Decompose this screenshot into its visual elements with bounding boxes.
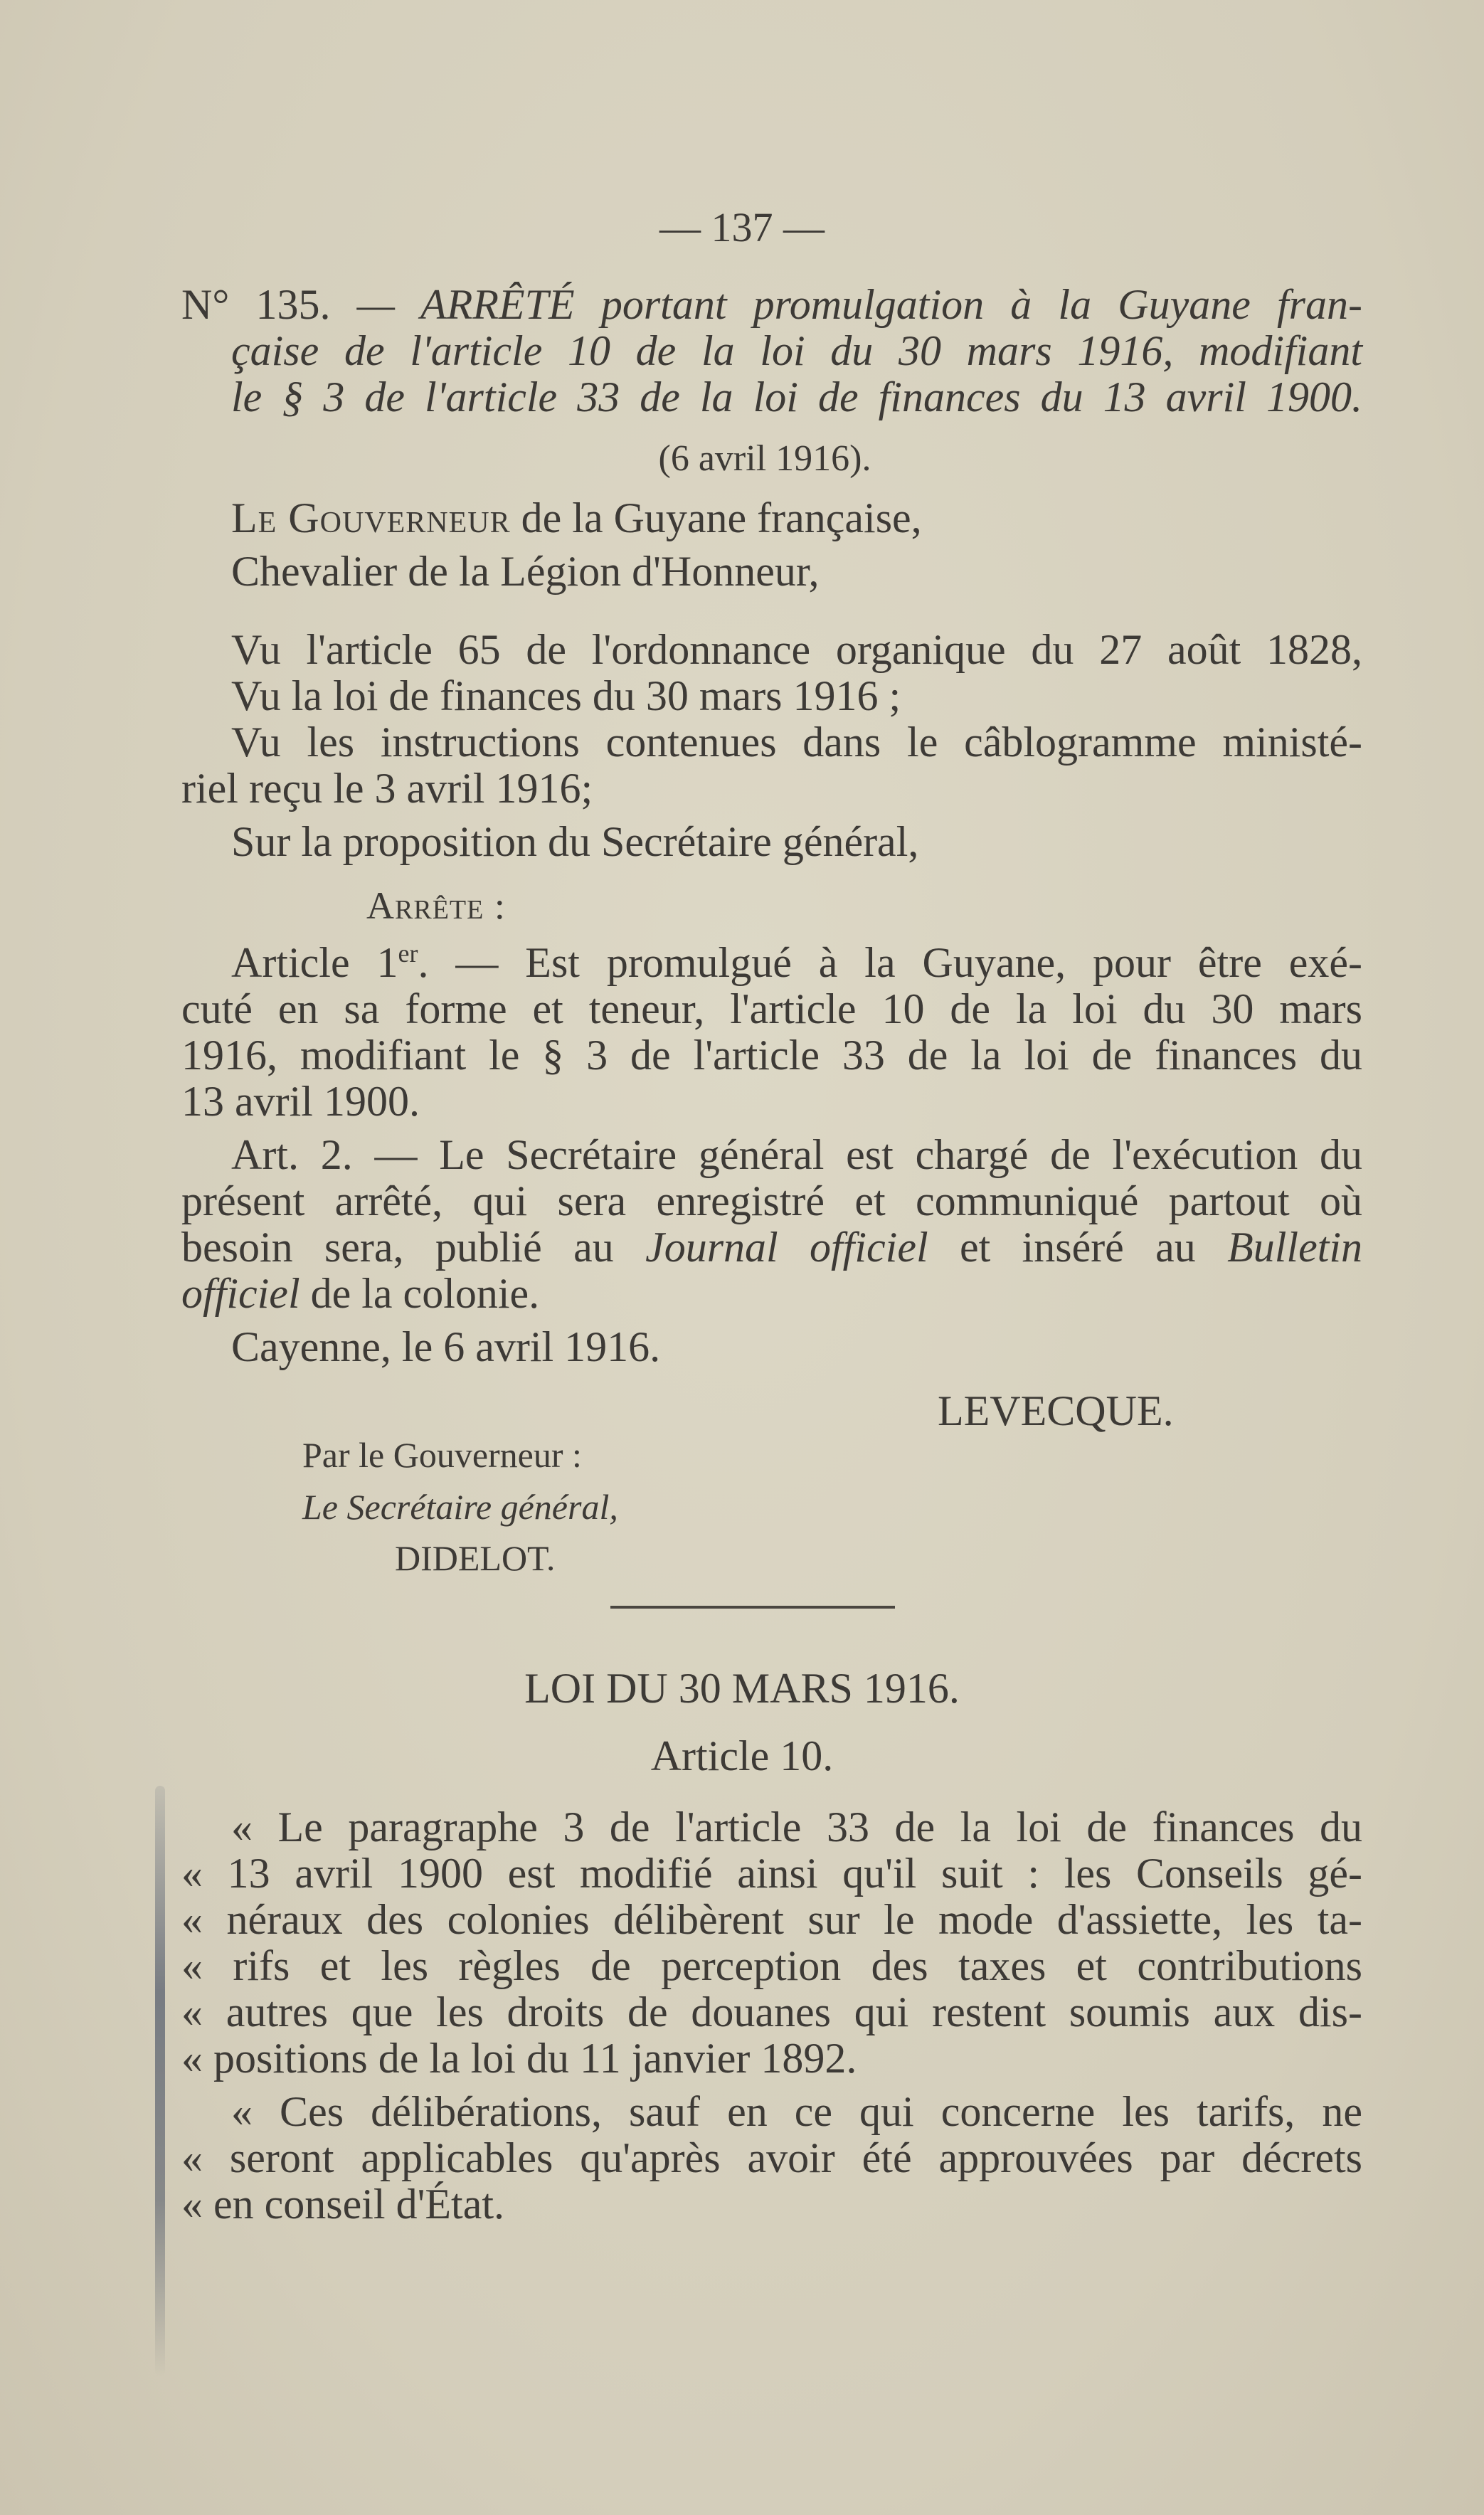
article1-line-2: cuté en sa forme et teneur, l'article 10 de la loi du 30 mars <box>181 985 1362 1032</box>
loi-p1-line-5: « autres que les droits de douanes qui restent soumis aux dis- <box>181 1989 1362 2035</box>
loi-p1-line-1: « Le paragraphe 3 de l'article 33 de la loi de finances du <box>231 1804 1362 1850</box>
decree-heading-line-1 <box>181 280 1362 329</box>
vu-line-4: riel reçu le 3 avril 1916; <box>181 765 593 812</box>
decree-heading-text-1: — ARRÊTÉ portant promulgation à la Guyane fran- <box>356 281 1362 328</box>
section-divider <box>610 1606 895 1609</box>
chevalier-line: Chevalier de la Légion d'Honneur, <box>231 548 820 595</box>
article2-text-c: de la colonie. <box>310 1270 540 1317</box>
journal-officiel-title: Journal officiel <box>645 1224 928 1271</box>
article1-line-4: 13 avril 1900. <box>181 1078 420 1125</box>
article2-line-2: présent arrêté, qui sera enregistré et communiqué partout où <box>181 1177 1362 1224</box>
loi-p2-line-1: « Ces délibérations, sauf en ce qui concerne les tarifs, ne <box>231 2088 1362 2135</box>
governor-title: Le Gouverneur <box>231 494 511 541</box>
countersign-par: Par le Gouverneur : <box>302 1435 582 1475</box>
decree-heading-line-2: çaise de l'article 10 de la loi du 30 mars 1916, modifiant <box>231 327 1362 374</box>
decree-heading-line-3: le § 3 de l'article 33 de la loi de finances du 13 avril 1900. <box>231 374 1362 420</box>
article2-line-3 <box>181 1222 1362 1272</box>
loi-title: LOI DU 30 MARS 1916. <box>524 1665 960 1712</box>
article1-sup: er <box>398 939 418 968</box>
decree-date: (6 avril 1916). <box>658 438 871 479</box>
article1-line-3: 1916, modifiant le § 3 de l'article 33 de la loi de finances du <box>181 1032 1362 1079</box>
article1-line-1 <box>231 938 1362 988</box>
loi-p1-line-6: « positions de la loi du 11 janvier 1892. <box>181 2035 857 2082</box>
article2-line-1: Art. 2. — Le Secrétaire général est chargé de l'exécution du <box>231 1131 1362 1178</box>
article2-line-4 <box>181 1269 539 1318</box>
decree-number: N° 135. <box>181 281 331 328</box>
article2-text-b: et inséré au <box>959 1224 1196 1271</box>
countersign-title: Le Secrétaire général, <box>302 1487 618 1527</box>
loi-p1-line-3: « néraux des colonies délibèrent sur le mode d'assiette, les ta- <box>181 1896 1362 1943</box>
signature: LEVECQUE. <box>938 1387 1174 1434</box>
page-number: — 137 — <box>659 204 825 250</box>
article1-label: Article 1 <box>231 939 398 986</box>
bulletin-title: Bulletin <box>1227 1224 1363 1271</box>
loi-article: Article 10. <box>650 1732 834 1779</box>
loi-p1-line-2: « 13 avril 1900 est modifié ainsi qu'il suit : les Conseils gé- <box>181 1850 1362 1897</box>
vu-line-1: Vu l'article 65 de l'ordonnance organique du 27 août 1828, <box>231 626 1362 673</box>
loi-p2-line-3: « en conseil d'État. <box>181 2181 505 2228</box>
loi-p2-line-2: « seront applicables qu'après avoir été approuvées par décrets <box>181 2134 1362 2181</box>
governor-rest: de la Guyane française, <box>521 494 922 541</box>
governor-line <box>231 493 922 543</box>
arrete-heading: Arrête : <box>366 884 506 927</box>
vu-line-3: Vu les instructions contenues dans le câblogramme ministé- <box>231 719 1362 766</box>
countersign-name: DIDELOT. <box>395 1538 556 1578</box>
loi-p1-line-4: « rifs et les règles de perception des taxes et contributions <box>181 1942 1362 1989</box>
margin-mark <box>155 1786 165 2376</box>
article1-text: . — Est promulgué à la Guyane, pour être exé- <box>418 939 1362 986</box>
proposition-line: Sur la proposition du Secrétaire général, <box>231 818 919 865</box>
place-date: Cayenne, le 6 avril 1916. <box>231 1323 661 1370</box>
bulletin-title-cont: officiel <box>181 1270 300 1317</box>
article2-text-a: besoin sera, publié au <box>181 1224 614 1271</box>
vu-line-2: Vu la loi de finances du 30 mars 1916 ; <box>231 672 901 719</box>
